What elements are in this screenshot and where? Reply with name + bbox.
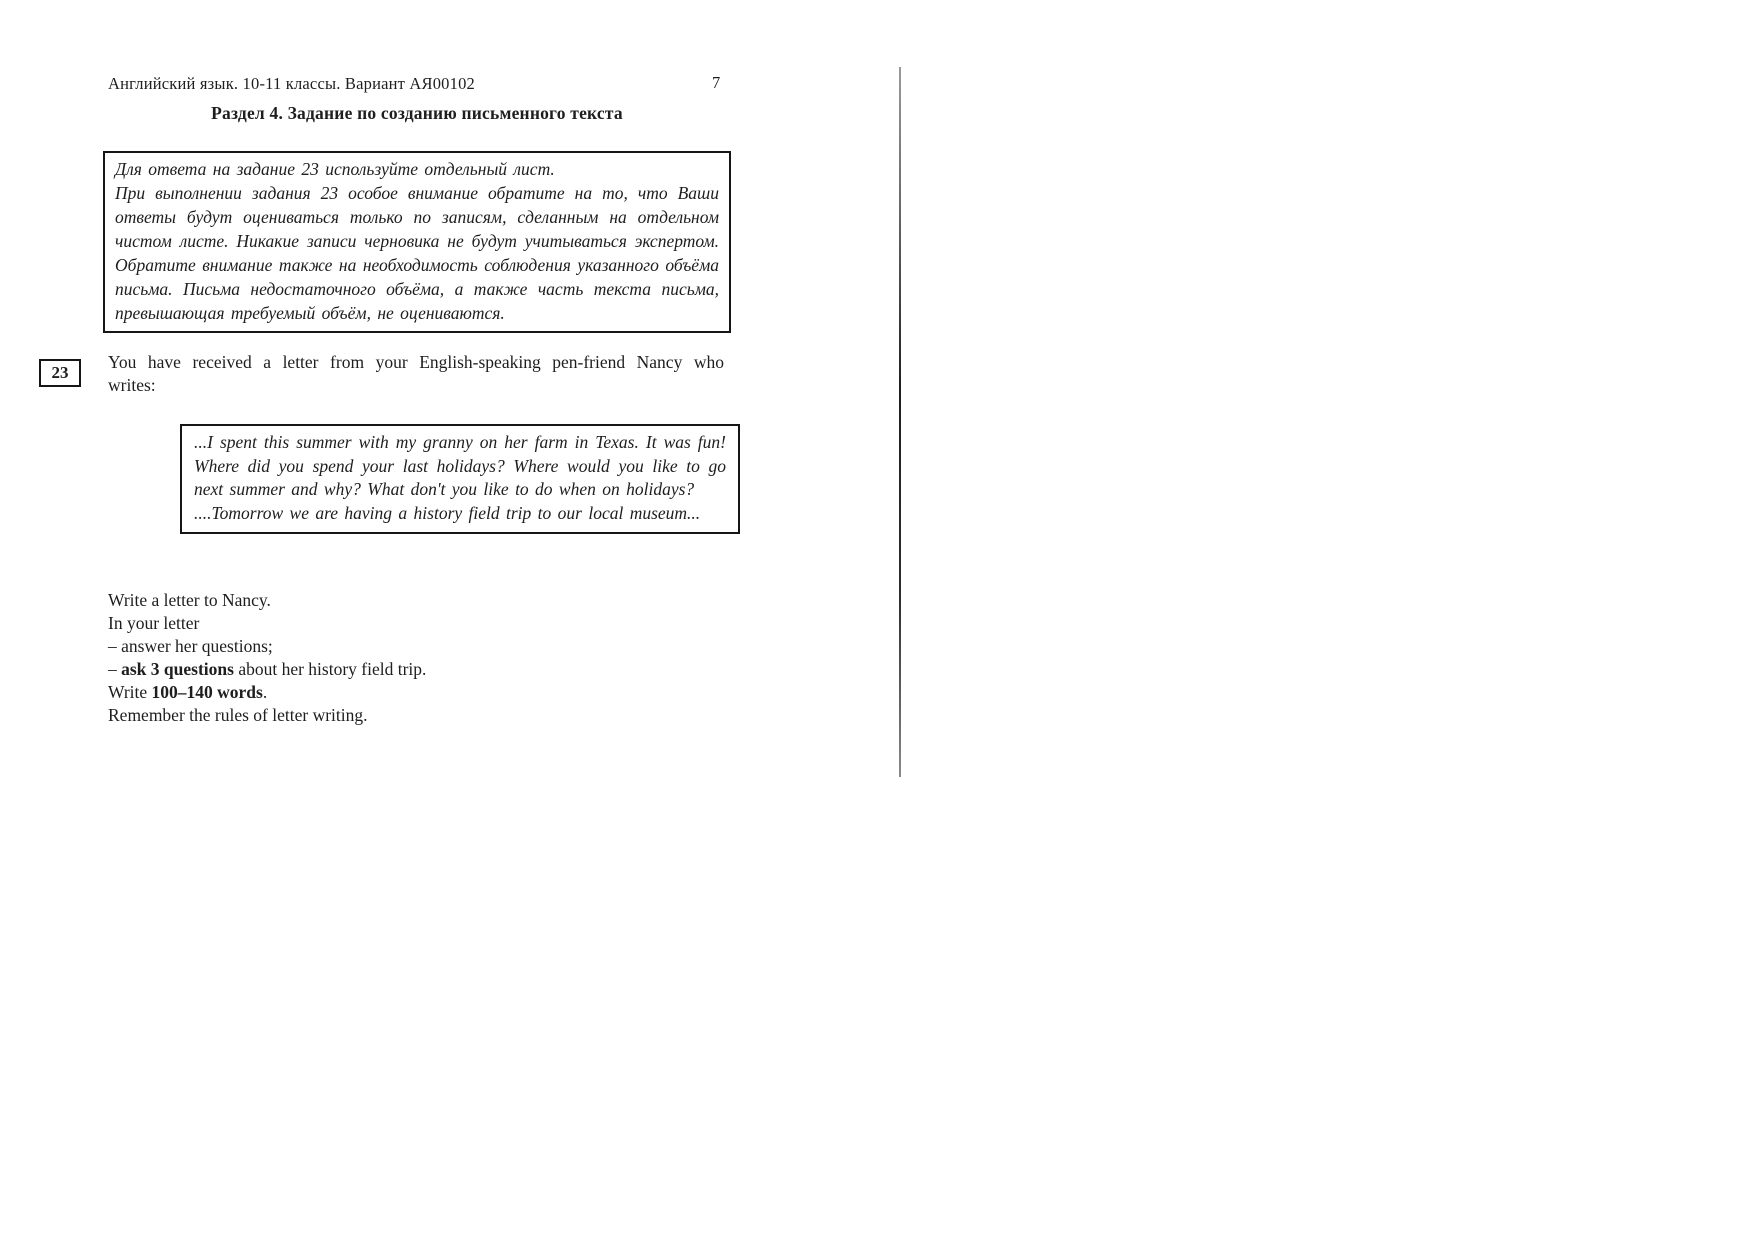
letter-paragraph-2: ....Tomorrow we are having a history field trip to our local museum... (194, 502, 701, 523)
requirement-answer-questions: – answer her questions; (108, 636, 273, 656)
word-count-prefix: Write (108, 682, 152, 702)
task-intro: You have received a letter from your English-speaking pen-friend Nancy who writes: (108, 352, 724, 395)
instructions-line-1: Для ответа на задание 23 используйте отдельный лист. (115, 159, 555, 179)
page-number: 7 (712, 73, 721, 92)
instructions-body: При выполнении задания 23 особое внимание обратите на то, что Ваши ответы будут оцениваться только по записям, сделанным на отдельном чистом листе. Никакие записи черновика не будут учитываться экспертом. Обратите внимание также на необходимость соблюдения указанного объёма письма. Письма недостаточного объёма, а также часть текста письма, превышающая требуемый объём, не оцениваются. (115, 183, 719, 323)
letter-excerpt-box (180, 424, 740, 534)
header-course-label: Английский язык. 10-11 классы. Вариант АЯ00102 (108, 74, 475, 93)
letter-paragraph-1: ...I spent this summer with my granny on her farm in Texas. It was fun! Where did you spend your last holidays? Where would you like to go next summer and why? What don't you like to do when on holidays? (194, 432, 726, 499)
page-divider-line (899, 67, 901, 777)
task-number-box (39, 359, 81, 387)
requirement-ask-questions (108, 658, 728, 681)
task-number: 23 (51, 363, 69, 382)
section-title: Раздел 4. Задание по созданию письменного текста (211, 103, 623, 123)
instructions-box (103, 151, 731, 333)
requirement-in-your-letter: In your letter (108, 613, 200, 633)
word-count-suffix: . (262, 682, 268, 702)
word-count-bold: 100–140 words (151, 682, 263, 702)
task-requirements (108, 589, 728, 727)
ask-questions-bold: ask 3 questions (121, 659, 234, 679)
requirement-rules: Remember the rules of letter writing. (108, 705, 368, 725)
ask-questions-rest: about her history field trip. (233, 659, 427, 679)
requirement-write-letter: Write a letter to Nancy. (108, 590, 271, 610)
requirement-word-count (108, 681, 728, 704)
bullet-dash: – (108, 659, 122, 679)
